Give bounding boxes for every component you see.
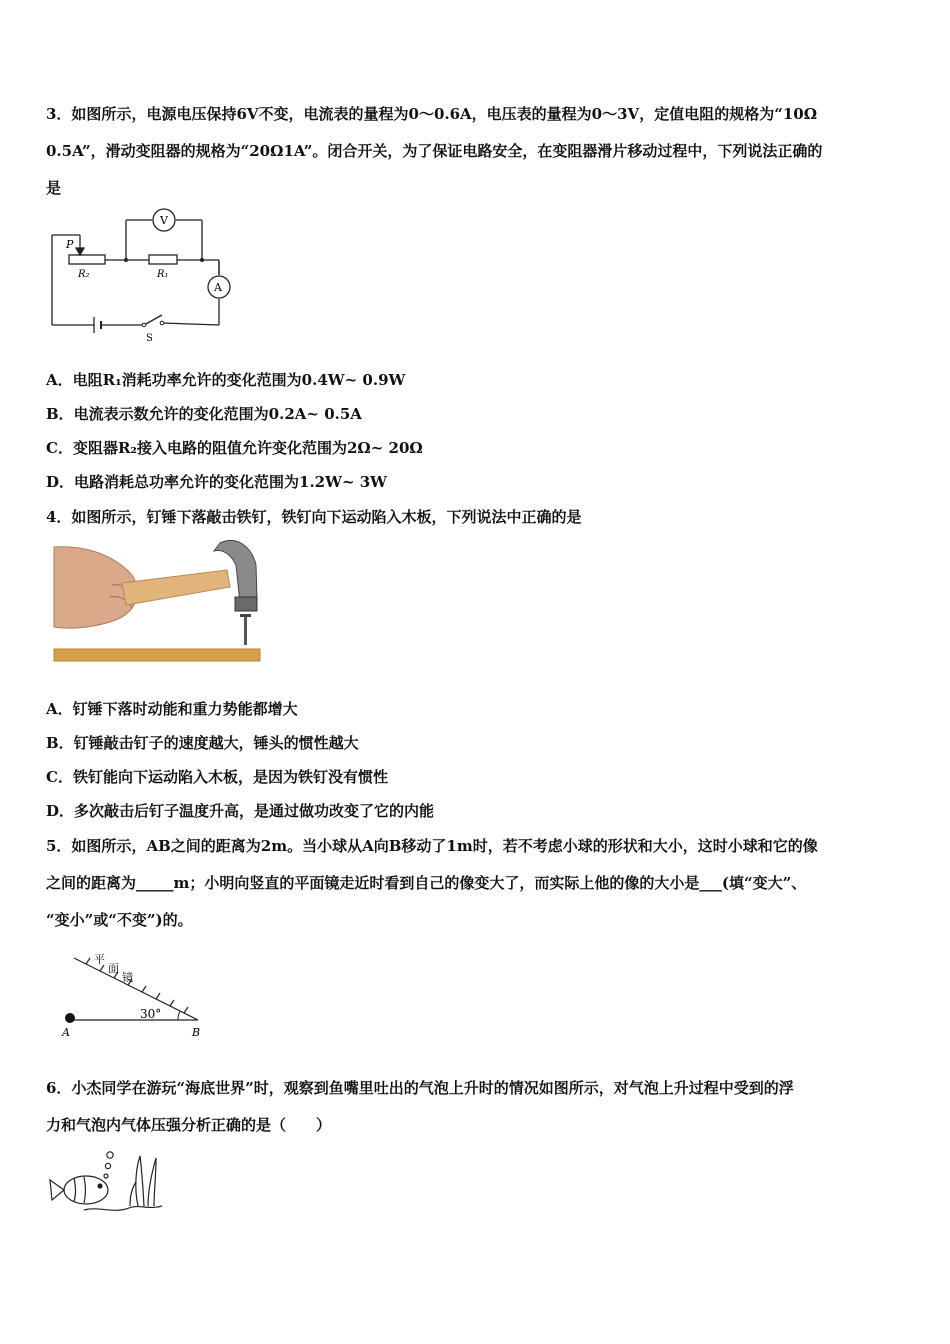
hammer-handle	[122, 570, 230, 605]
q6-line-2: 力和气泡内气体压强分析正确的是（ ）	[46, 1116, 332, 1134]
q4-option-d: D．多次敲击后钉子温度升高，是通过做功改变了它的内能	[46, 802, 435, 820]
q3-line-2: 0.5A”，滑动变阻器的规格为“20Ω1A”。闭合开关，为了保证电路安全，在变阻器滑片移动过程中，下列说法正确的	[46, 142, 823, 160]
q3-line-1: 3．如图所示，电源电压保持6V不变，电流表的量程为0～0.6A，电压表的量程为0～3V，定值电阻的规格为“10Ω	[46, 105, 818, 123]
bubble	[105, 1163, 110, 1168]
mirror-char-1: 平	[94, 953, 105, 966]
q5-mirror-figure	[56, 948, 216, 1043]
q6-fish-figure	[44, 1148, 169, 1220]
nail	[244, 615, 247, 645]
point-a-label: A	[62, 1026, 70, 1039]
bubble	[107, 1152, 113, 1158]
label-s: S	[146, 333, 153, 344]
label-p: P	[66, 238, 74, 251]
q3-option-a: A．电阻R₁消耗功率允许的变化范围为0.4W~ 0.9W	[46, 371, 406, 389]
q4-option-b: B．钉锤敲击钉子的速度越大，锤头的惯性越大	[46, 734, 359, 752]
label-r2: R₂	[78, 269, 90, 280]
q5-line-1: 5．如图所示，AB之间的距离为2m。当小球从A向B移动了1m时，若不考虑小球的形状和大小，这时小球和它的像	[46, 837, 818, 855]
r1-resistor	[149, 255, 177, 264]
q3-option-c: C．变阻器R₂接入电路的阻值允许变化范围为2Ω~ 20Ω	[46, 439, 423, 457]
q6-line-1: 6．小杰同学在游玩“海底世界”时，观察到鱼嘴里吐出的气泡上升时的情况如图所示，对气泡上升过程中受到的浮	[46, 1079, 794, 1097]
label-a: A	[214, 281, 222, 294]
seaweed	[136, 1156, 144, 1206]
point-b-label: B	[192, 1026, 201, 1039]
q4-option-c: C．铁钉能向下运动陷入木板，是因为铁钉没有惯性	[46, 768, 388, 786]
label-v: V	[160, 214, 168, 227]
q3-circuit-figure	[44, 205, 239, 345]
mirror-char-3: 镜	[122, 971, 133, 984]
mirror-char-2: 面	[108, 962, 119, 975]
q4-line-1: 4．如图所示，钉锤下落敲击铁钉，铁钉向下运动陷入木板，下列说法中正确的是	[46, 508, 582, 526]
wood-board	[54, 649, 260, 661]
q5-line-3: “变小”或“不变”)的。	[46, 911, 193, 929]
r2-resistor	[69, 255, 105, 264]
q3-line-3: 是	[46, 179, 62, 197]
q3-option-d: D．电路消耗总功率允许的变化范围为1.2W~ 3W	[46, 473, 388, 491]
angle-label: 30°	[140, 1007, 162, 1021]
q4-hammer-figure	[52, 535, 267, 670]
q5-line-2: 之间的距离为_____m；小明向竖直的平面镜走近时看到自己的像变大了，而实际上他的像的大小是___(填“变大”、	[46, 874, 807, 892]
q4-option-a: A．钉锤下落时动能和重力势能都增大	[46, 700, 298, 718]
ball	[65, 1013, 75, 1023]
label-r1: R₁	[157, 269, 169, 280]
q3-option-b: B．电流表示数允许的变化范围为0.2A~ 0.5A	[46, 405, 362, 423]
bubble	[104, 1174, 108, 1178]
